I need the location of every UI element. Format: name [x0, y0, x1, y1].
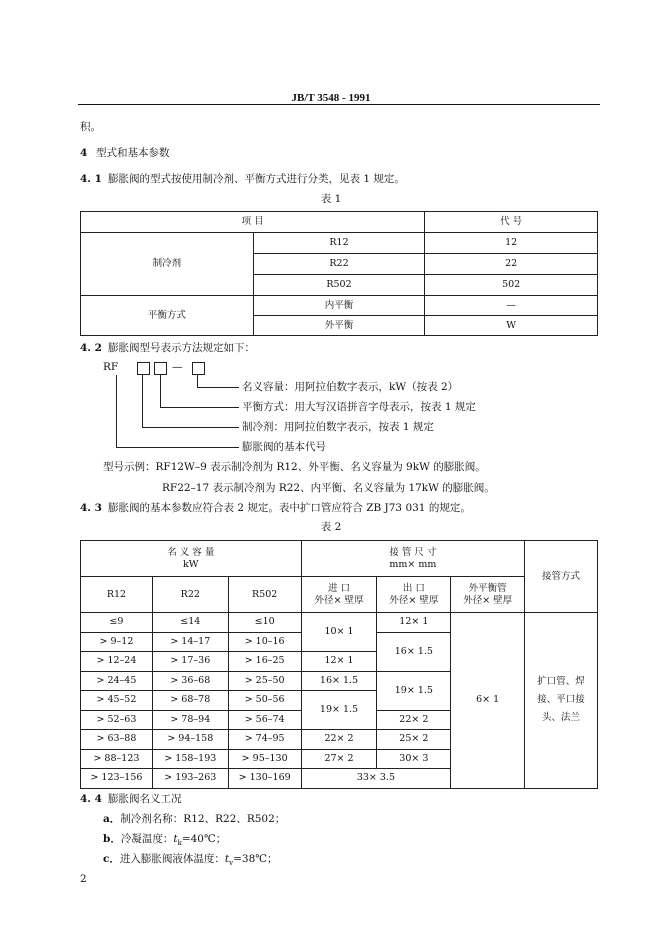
table-1-sub: R22 — [253, 254, 425, 275]
diagram-label-base-code: 膨胀阀的基本代号 — [242, 441, 326, 453]
table-2-head-inlet-dim: 外径× 壁厚 — [314, 594, 364, 606]
connector-line — [116, 375, 117, 447]
section-4-1-number: 4. 1 — [80, 173, 102, 185]
cell-inlet: 19× 1.5 — [301, 691, 377, 730]
table-1-sub: 内平衡 — [253, 296, 425, 316]
list-item-c — [103, 854, 278, 867]
table-1-group-refrigerant: 制冷剂 — [81, 233, 254, 296]
table-1-sub: R502 — [253, 275, 425, 296]
header-rule — [78, 104, 600, 105]
table-2-head-pipe — [301, 541, 525, 577]
symbol-subscript: k — [177, 839, 182, 848]
table-1-head-code: 代 号 — [425, 212, 598, 233]
connection-line: 扩口管、焊 — [537, 676, 585, 688]
cell-connection — [525, 613, 598, 789]
cell-outlet: 12× 1 — [377, 613, 451, 633]
connector-line — [142, 375, 143, 427]
table-row — [81, 613, 598, 633]
cell-outlet: 25× 2 — [377, 730, 451, 750]
connection-line: 头、法兰 — [542, 712, 581, 724]
cell-r22: ≤14 — [152, 613, 228, 633]
cell-r12: ≤9 — [81, 613, 153, 633]
cell-inlet: 12× 1 — [301, 652, 377, 672]
document-id: JB/T 3548 - 1991 — [291, 92, 371, 104]
cell-r12: > 12–24 — [81, 652, 153, 672]
cell-r502: > 95–130 — [228, 749, 301, 769]
table-2-head-capacity-label: 名 义 容 量 — [167, 546, 215, 558]
cell-r12: > 123–156 — [81, 769, 153, 789]
cell-outlet: 22× 2 — [377, 710, 451, 730]
connector-line — [197, 387, 239, 388]
table-2-head-inlet — [301, 577, 377, 613]
cell-outlet: 19× 1.5 — [377, 671, 451, 710]
connector-line — [116, 447, 239, 448]
table-1 — [80, 211, 598, 336]
cell-outlet: 16× 1.5 — [377, 632, 451, 671]
table-1-code: 22 — [425, 254, 598, 275]
cell-r502: > 56–74 — [228, 710, 301, 730]
model-prefix: RF — [103, 361, 119, 373]
table-2-head-outlet — [377, 577, 451, 613]
list-label: a． — [103, 813, 121, 825]
diagram-label-balance: 平衡方式：用大写汉语拼音字母表示，按表 1 规定 — [242, 401, 476, 413]
table-2-head-outlet-label: 出 口 — [402, 582, 425, 594]
cell-outlet: 30× 3 — [377, 749, 451, 769]
table-2-head-inlet-label: 进 口 — [327, 582, 351, 594]
cell-r22: > 78–94 — [152, 710, 228, 730]
table-2-head-r12: R12 — [81, 577, 153, 613]
model-example-1: 型号示例：RF12W–9 表示制冷剂为 R12、外平衡、名义容量为 9kW 的膨胀阀。 — [103, 461, 486, 473]
cell-r12: > 45–52 — [81, 691, 153, 711]
cell-inlet: 27× 2 — [301, 749, 377, 769]
section-4-3-number: 4. 3 — [80, 502, 102, 514]
list-label: c． — [103, 853, 120, 865]
table-1-title: 表 1 — [320, 193, 342, 205]
cell-r502: > 16–25 — [228, 652, 301, 672]
cell-inlet: 10× 1 — [301, 613, 377, 652]
table-2-head-r22: R22 — [152, 577, 228, 613]
cell-r12: > 24–45 — [81, 671, 153, 691]
table-1-code: — — [425, 296, 598, 316]
continued-text: 积。 — [80, 121, 101, 133]
table-1-sub: 外平衡 — [253, 316, 425, 336]
table-1-code: 502 — [425, 275, 598, 296]
cell-r22: > 14–17 — [152, 632, 228, 652]
table-2-head-pipe-unit: mm× mm — [389, 558, 437, 570]
table-1-code: 12 — [425, 233, 598, 254]
list-text: 进入膨胀阀液体温度： — [119, 853, 225, 865]
list-text: 制冷剂名称：R12、R22、R502； — [120, 813, 286, 825]
table-2-head-capacity — [81, 541, 302, 577]
cell-external: 6× 1 — [451, 613, 525, 789]
cell-r12: > 52–63 — [81, 710, 153, 730]
table-1-group-balance: 平衡方式 — [81, 296, 254, 336]
cell-r22: > 68–78 — [152, 691, 228, 711]
table-1-code: W — [425, 316, 598, 336]
cell-r22: > 158–193 — [152, 749, 228, 769]
symbol: t — [224, 853, 230, 865]
section-4-3-text: 膨胀阀的基本参数应符合表 2 规定。表中扩口管应符合 ZB J73 031 的规定。 — [108, 502, 471, 514]
section-4-title: 型式和基本参数 — [96, 147, 170, 159]
placeholder-box-capacity — [192, 362, 205, 375]
table-1-sub: R12 — [253, 233, 425, 254]
table-2-head-capacity-unit: kW — [183, 558, 199, 570]
cell-r12: > 63–88 — [81, 730, 153, 750]
connector-line — [160, 375, 161, 407]
connection-line: 接、平口接 — [537, 694, 585, 706]
list-text: =40℃； — [181, 833, 227, 845]
cell-r22: > 94–158 — [152, 730, 228, 750]
table-2-head-connection: 接管方式 — [525, 541, 598, 613]
model-dash: — — [172, 361, 183, 373]
connector-line — [197, 375, 198, 387]
placeholder-box-balance — [154, 362, 167, 375]
cell-r502: > 25–50 — [228, 671, 301, 691]
diagram-label-capacity: 名义容量：用阿拉伯数字表示，kW（按表 2） — [242, 381, 459, 393]
section-4-4-number: 4. 4 — [80, 793, 102, 805]
diagram-label-refrigerant: 制冷剂：用阿拉伯数字表示，按表 1 规定 — [242, 421, 434, 433]
list-label: b． — [103, 833, 121, 845]
cell-r502: ≤10 — [228, 613, 301, 633]
list-item-b — [103, 834, 226, 847]
cell-r12: > 9–12 — [81, 632, 153, 652]
symbol: t — [173, 833, 178, 845]
section-4-1-text: 膨胀阀的型式按使用制冷剂、平衡方式进行分类，见表 1 规定。 — [108, 173, 405, 185]
connector-line — [142, 427, 239, 428]
section-4-2-number: 4. 2 — [80, 342, 102, 354]
cell-r502: > 50–56 — [228, 691, 301, 711]
page-number: 2 — [80, 873, 87, 885]
list-text: =38℃； — [233, 853, 278, 865]
table-2-head-external-dim: 外径× 壁厚 — [463, 594, 513, 606]
cell-inlet-outlet-merged: 33× 3.5 — [301, 769, 451, 789]
list-text: 冷凝温度： — [120, 833, 174, 845]
table-2-head-r502: R502 — [228, 577, 301, 613]
cell-r22: > 36–68 — [152, 671, 228, 691]
cell-inlet: 16× 1.5 — [301, 671, 377, 691]
cell-r502: > 130–169 — [228, 769, 301, 789]
table-2-head-pipe-label: 接 管 尺 寸 — [389, 546, 437, 558]
cell-r12: > 88–123 — [81, 749, 153, 769]
cell-r22: > 17–36 — [152, 652, 228, 672]
table-2 — [80, 540, 598, 789]
table-1-head-item: 项 目 — [81, 212, 425, 233]
section-4-4-title: 膨胀阀名义工况 — [108, 793, 182, 805]
cell-r502: > 74–95 — [228, 730, 301, 750]
connector-line — [160, 407, 239, 408]
symbol-subscript: v — [229, 859, 234, 868]
section-4-number: 4 — [80, 147, 88, 159]
cell-r22: > 193–263 — [152, 769, 228, 789]
placeholder-box-refrigerant — [137, 362, 150, 375]
table-2-title: 表 2 — [320, 521, 342, 533]
table-2-head-external — [451, 577, 525, 613]
cell-r502: > 10–16 — [228, 632, 301, 652]
cell-inlet: 22× 2 — [301, 730, 377, 750]
model-example-2: RF22–17 表示制冷剂为 R22、内平衡、名义容量为 17kW 的膨胀阀。 — [162, 482, 495, 494]
section-4-2-text: 膨胀阀型号表示方法规定如下： — [108, 342, 255, 354]
table-2-head-outlet-dim: 外径× 壁厚 — [389, 594, 439, 606]
list-item-a — [103, 814, 285, 825]
table-2-head-external-label: 外平衡管 — [468, 582, 507, 594]
